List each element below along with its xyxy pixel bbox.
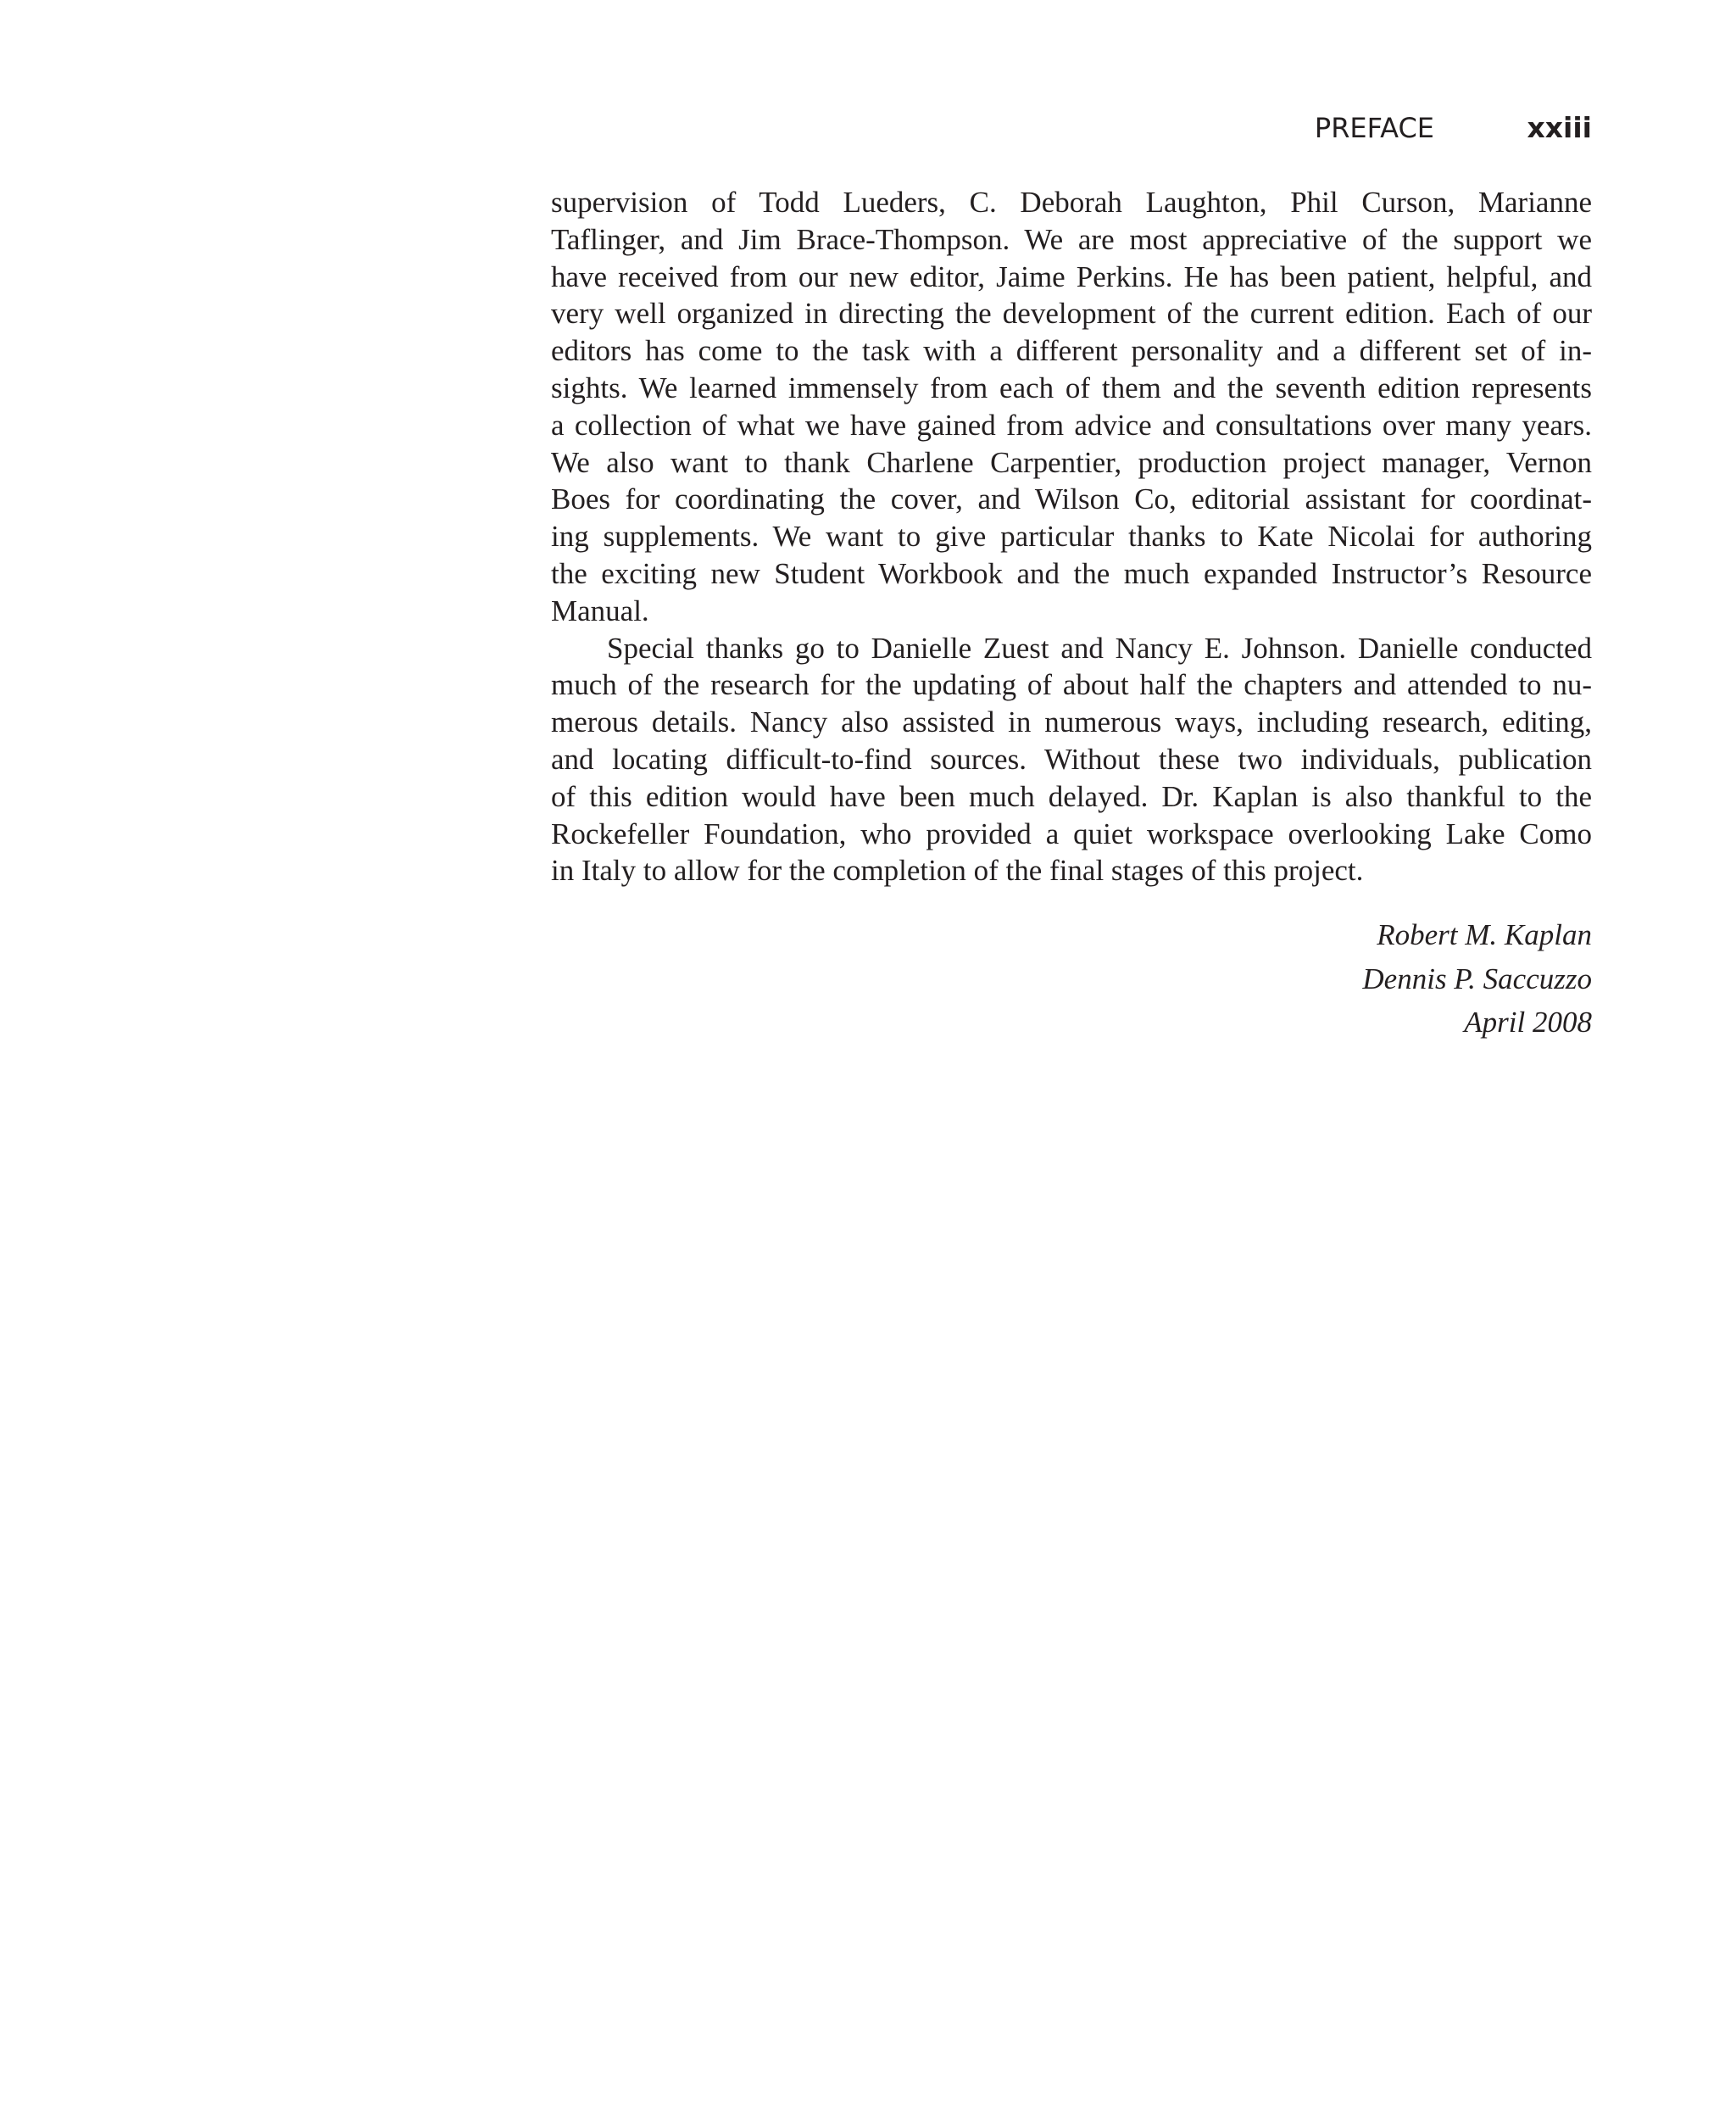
author-name: Dennis P. Saccuzzo bbox=[1362, 962, 1592, 995]
preface-body bbox=[551, 184, 1592, 889]
paragraph-special-thanks bbox=[551, 630, 1592, 890]
paragraph-acknowledgments bbox=[551, 184, 1592, 630]
section-title: PREFACE bbox=[1314, 112, 1434, 144]
text-line: editors has come to the task with a different personality and a different set of in- bbox=[551, 334, 1592, 368]
text-line: very well organized in directing the development of the current edition. Each of our bbox=[551, 297, 1592, 331]
text-line: Taflinger, and Jim Brace-Thompson. We are most appreciative of the support we bbox=[551, 222, 1592, 256]
text-line: a collection of what we have gained from advice and consultations over many years. bbox=[551, 408, 1592, 442]
text-line: Rockefeller Foundation, who provided a quiet workspace overlooking Lake Como bbox=[551, 817, 1592, 850]
text-line: supervision of Todd Lueders, C. Deborah Laughton, Phil Curson, Marianne bbox=[551, 186, 1592, 219]
text-line: Boes for coordinating the cover, and Wilson Co, editorial assistant for coordinat- bbox=[551, 482, 1592, 516]
signature-block bbox=[999, 913, 1592, 1045]
author-name: Robert M. Kaplan bbox=[1377, 918, 1592, 951]
text-line: Manual. bbox=[551, 594, 649, 627]
text-line: sights. We learned immensely from each of them and the seventh edition represents bbox=[551, 371, 1592, 404]
text-line: and locating difficult-to-find sources. Without these two individuals, publication bbox=[551, 742, 1592, 776]
text-line: ing supplements. We want to give particular thanks to Kate Nicolai for authoring bbox=[551, 520, 1592, 554]
text-line: much of the research for the updating of about half the chapters and attended to nu- bbox=[551, 668, 1592, 702]
text-line: the exciting new Student Workbook and the much expanded Instructor’s Resource bbox=[551, 556, 1592, 590]
running-head bbox=[551, 107, 1592, 149]
text-line: We also want to thank Charlene Carpentier, production project manager, Vernon bbox=[551, 445, 1592, 479]
page-number: xxiii bbox=[1527, 111, 1592, 144]
text-line: in Italy to allow for the completion of the final stages of this project. bbox=[551, 854, 1364, 888]
text-line: have received from our new editor, Jaime Perkins. He has been patient, helpful, and bbox=[551, 259, 1592, 293]
signature-date: April 2008 bbox=[1464, 1006, 1592, 1039]
text-line: merous details. Nancy also assisted in numerous ways, including research, editing, bbox=[551, 705, 1592, 739]
text-line: of this edition would have been much delayed. Dr. Kaplan is also thankful to the bbox=[551, 779, 1592, 813]
text-line: Special thanks go to Danielle Zuest and Nancy E. Johnson. Danielle conducted bbox=[607, 631, 1592, 665]
